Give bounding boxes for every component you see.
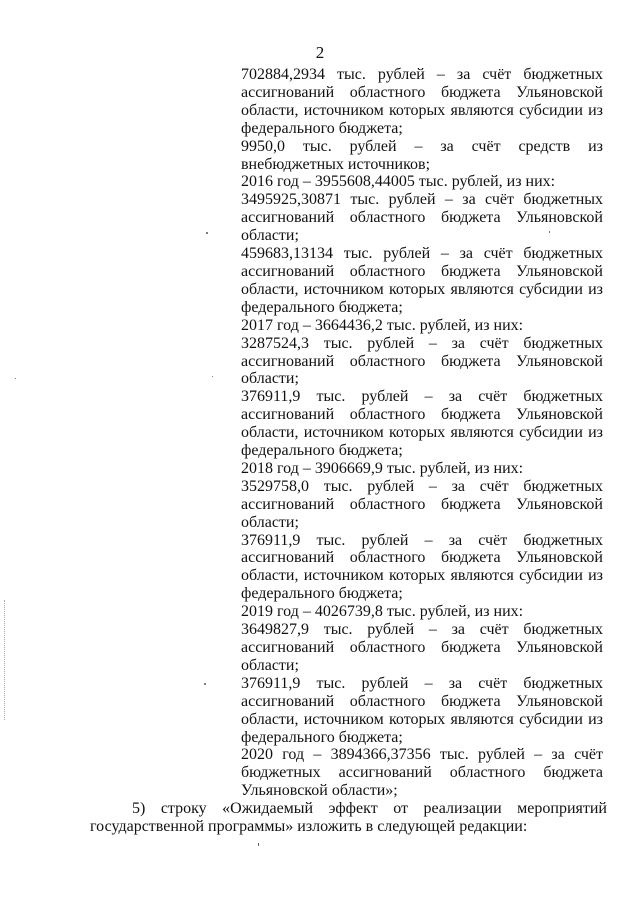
scan-speck — [15, 378, 16, 379]
funding-paragraph: 376911,9 тыс. рублей – за счёт бюджетных ассигнований областного бюджета Ульяновской области, источником которых являются субсидии из федерального бюджета; — [241, 388, 603, 460]
year-total-2018: 2018 год – 3906669,9 тыс. рублей, из них: — [241, 459, 524, 477]
page-number: 2 — [315, 43, 325, 62]
amendment-paragraph: 5) строку «Ожидаемый эффект от реализации мероприятий государственной программы» изложить в следующей редакции: — [90, 800, 607, 835]
funding-paragraph: 376911,9 тыс. рублей – за счёт бюджетных ассигнований областного бюджета Ульяновской области, источником которых являются субсидии из федерального бюджета; — [241, 531, 603, 603]
amendment-item — [90, 800, 607, 836]
scan-speck — [204, 683, 206, 685]
year-total-2019: 2019 год – 4026739,8 тыс. рублей, из них: — [241, 603, 524, 621]
funding-paragraph: 3495925,30871 тыс. рублей – за счёт бюджетных ассигнований областного бюджета Ульяновской области; — [241, 191, 603, 245]
funding-breakdown-column — [241, 66, 603, 800]
year-total-2017: 2017 год – 3664436,2 тыс. рублей, из них: — [241, 316, 524, 334]
scan-speck — [258, 843, 259, 846]
funding-paragraph: 459683,13134 тыс. рублей – за счёт бюджетных ассигнований областного бюджета Ульяновской области, источником которых являются субсидии из федерального бюджета; — [241, 245, 603, 316]
funding-paragraph: 9950,0 тыс. рублей – за счёт средств из внебюджетных источников; — [241, 137, 603, 173]
year-total-2016: 2016 год – 3955608,44005 тыс. рублей, из них: — [241, 173, 556, 191]
funding-paragraph: 376911,9 тыс. рублей – за счёт бюджетных ассигнований областного бюджета Ульяновской области, источником которых являются субсидии из федерального бюджета; — [241, 674, 603, 746]
funding-paragraph: 3287524,3 тыс. рублей – за счёт бюджетных ассигнований областного бюджета Ульяновской области; — [241, 334, 603, 388]
scan-margin-dots — [4, 600, 7, 720]
year-total-2020: 2020 год – 3894366,37356 тыс. рублей – за счёт бюджетных ассигнований областного бюджета Ульяновской области»; — [241, 746, 603, 800]
scan-speck — [549, 231, 550, 233]
funding-paragraph: 702884,2934 тыс. рублей – за счёт бюджетных ассигнований областного бюджета Ульяновской области, источником которых являются субсидии из федерального бюджета; — [241, 66, 603, 137]
scan-speck — [206, 232, 208, 234]
scan-speck — [212, 376, 213, 377]
funding-paragraph: 3649827,9 тыс. рублей – за счёт бюджетных ассигнований областного бюджета Ульяновской области; — [241, 621, 603, 674]
funding-paragraph: 3529758,0 тыс. рублей – за счёт бюджетных ассигнований областного бюджета Ульяновской области; — [241, 477, 603, 531]
